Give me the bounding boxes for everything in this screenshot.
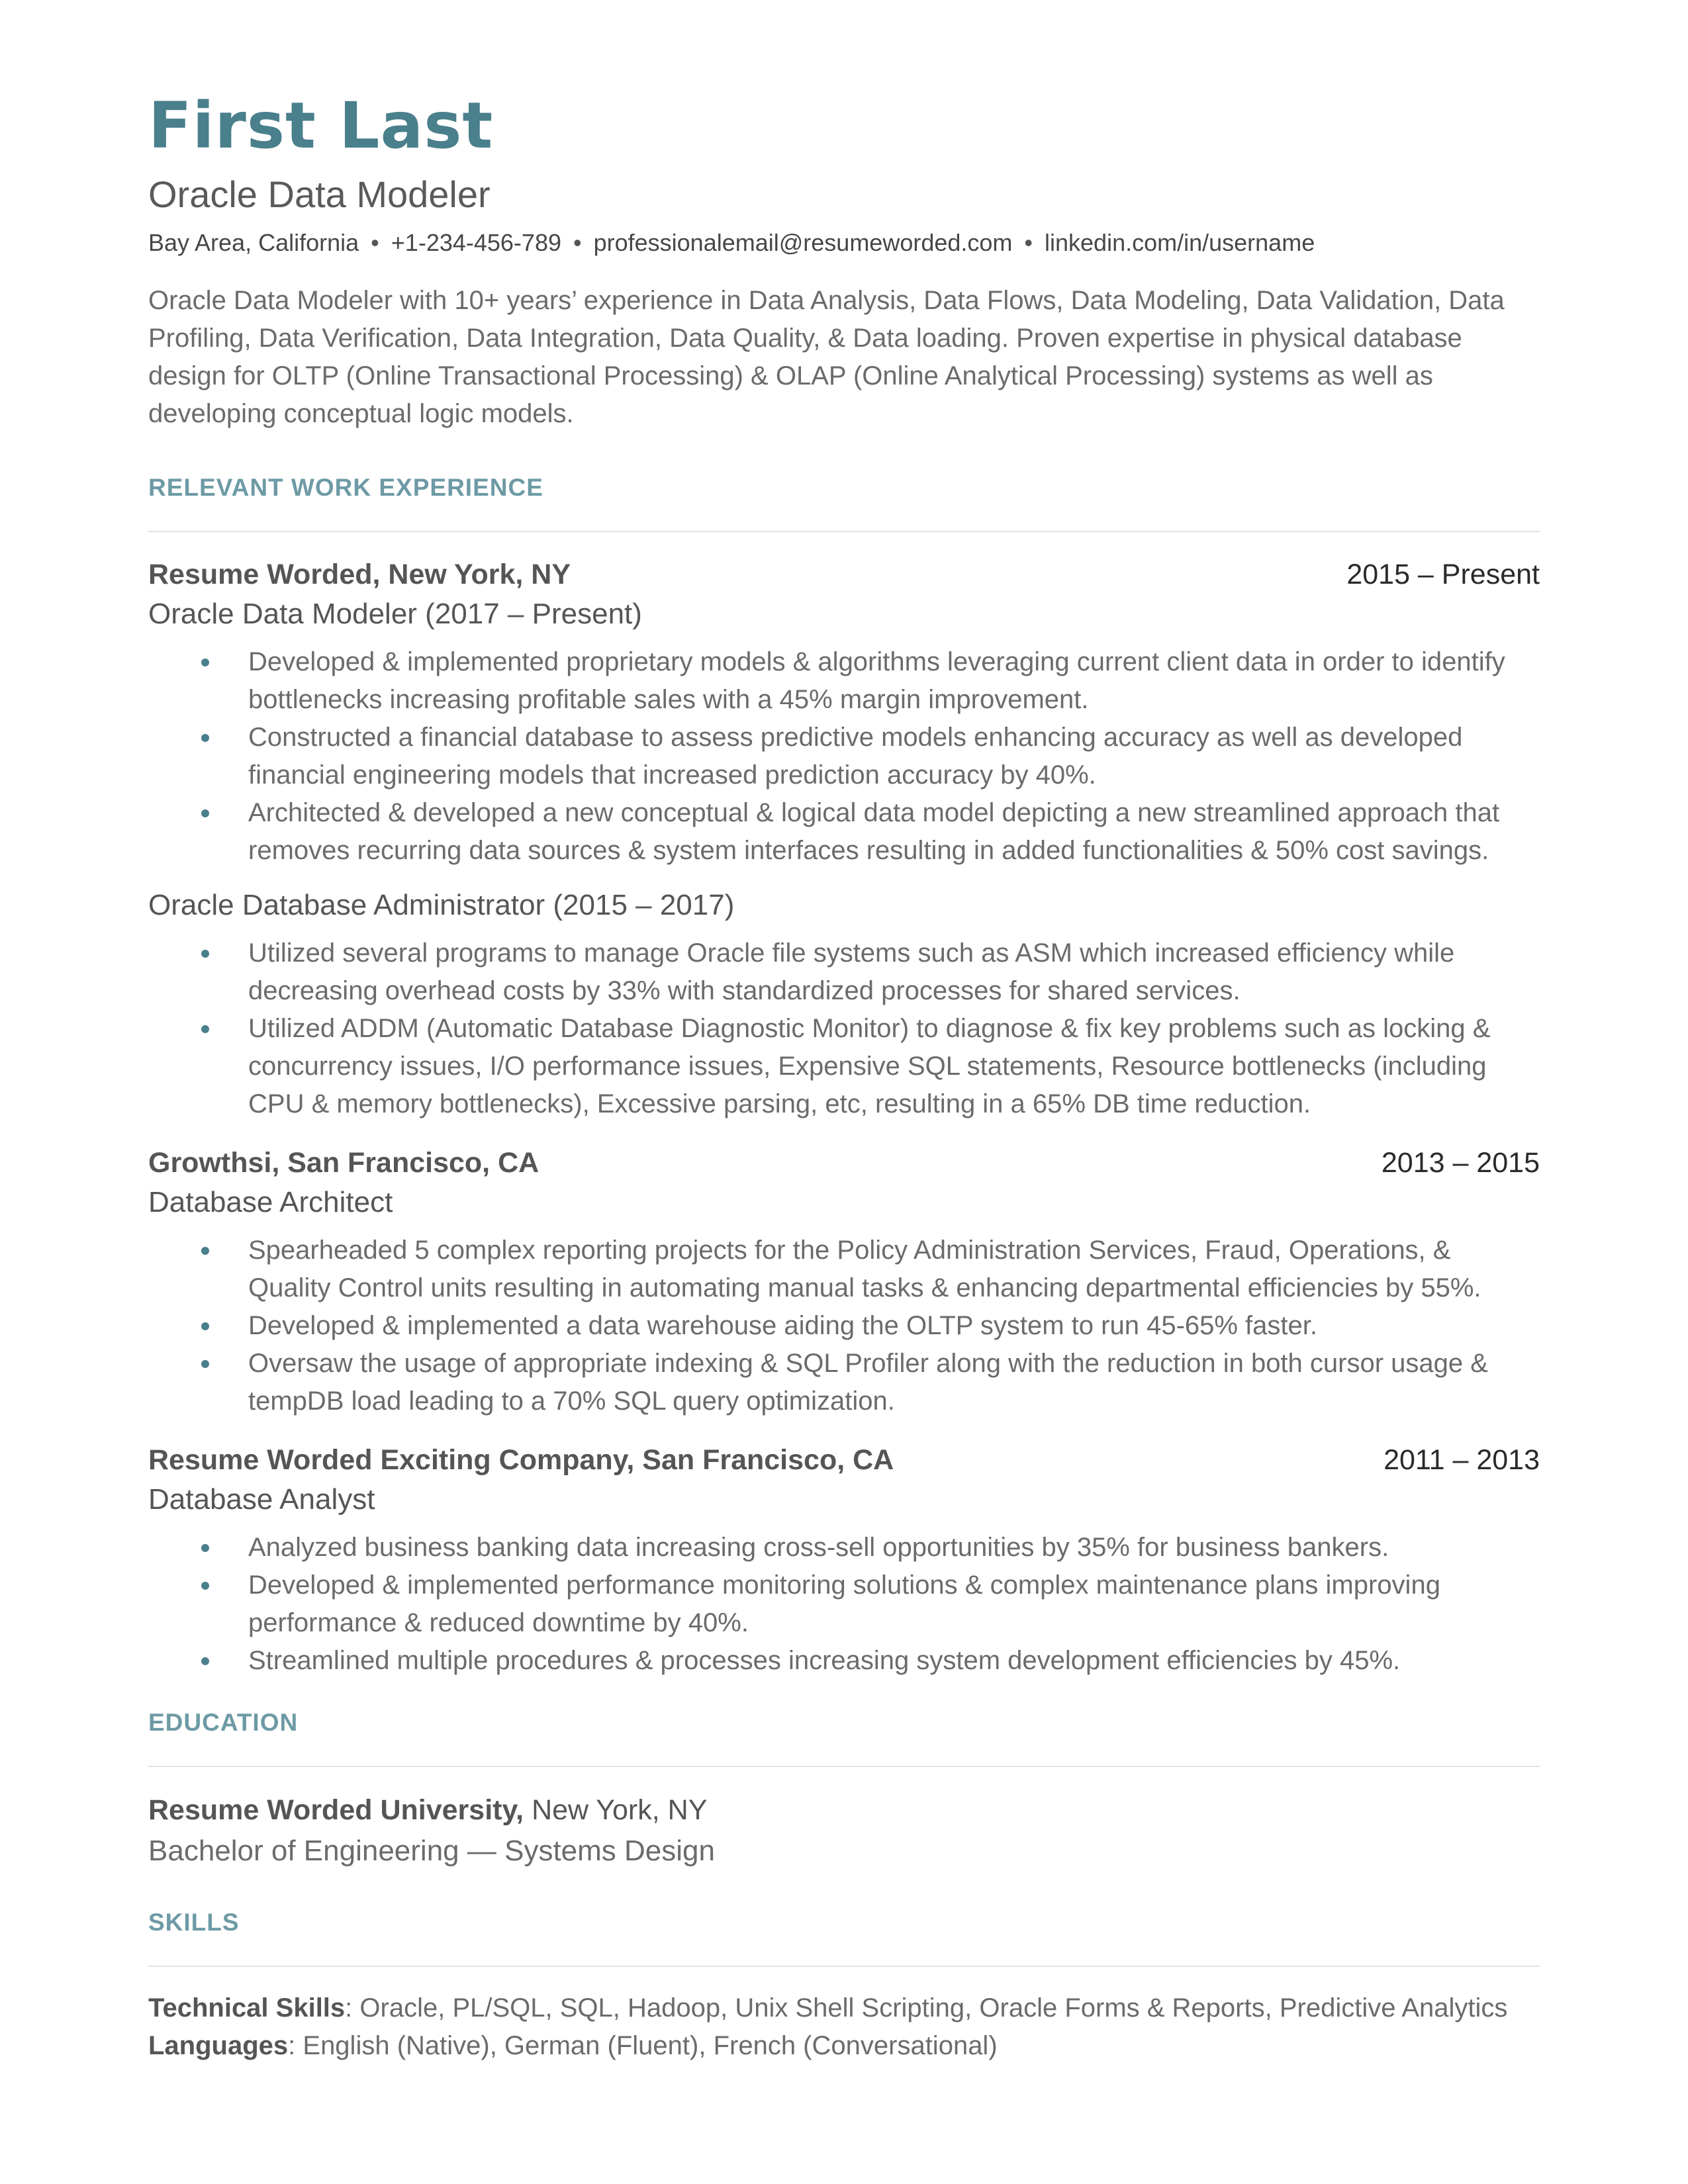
- job-dates: 2011 – 2013: [1383, 1444, 1540, 1476]
- job-role: Database Analyst: [148, 1483, 375, 1516]
- section-heading-skills: SKILLS: [148, 1909, 240, 1936]
- education-location: New York, NY: [524, 1794, 708, 1826]
- bullet-item: [148, 1567, 1540, 1642]
- job-entry: [148, 1440, 1540, 1680]
- bullet-item: [148, 794, 1540, 870]
- bullet-text: Developed & implemented performance monitoring solutions & complex maintenance plans improving performance & reduced downtime by 40%.: [248, 1570, 1440, 1637]
- contact-separator: •: [1024, 229, 1033, 256]
- education-degree: Bachelor of Engineering — Systems Design: [148, 1835, 715, 1867]
- contact-phone: +1-234-456-789: [391, 229, 561, 256]
- skills-technical-label: Technical Skills: [148, 1993, 346, 2023]
- skills-languages-value: : English (Native), German (Fluent), French (Conversational): [288, 2031, 998, 2060]
- contact-email[interactable]: professionalemail@resumeworded.com: [593, 229, 1013, 256]
- bullet-text: Utilized ADDM (Automatic Database Diagnostic Monitor) to diagnose & fix key problems such as locking & concurrency issues, I/O performance issues, Expensive SQL statements, Resource bottlenecks (including CPU & memory bottlenecks), Excessive parsing, etc, resulting in a 65% DB time reduction.: [248, 1014, 1491, 1118]
- bullet-item: [148, 1529, 1540, 1567]
- bullet-icon: [201, 1322, 209, 1330]
- job-dates: 2013 – 2015: [1381, 1147, 1540, 1179]
- skills-languages-label: Languages: [148, 2031, 289, 2060]
- bullet-icon: [201, 1544, 209, 1552]
- bullet-list: [148, 643, 1540, 870]
- bullet-text: Architected & developed a new conceptual & logical data model depicting a new streamlined approach that removes recurring data sources & system interfaces resulting in added functionalities & 50% cost savings.: [248, 798, 1500, 865]
- bullet-item: [148, 643, 1540, 719]
- section-divider: [148, 1966, 1540, 1967]
- contact-separator: •: [371, 229, 379, 256]
- job-role: Oracle Database Administrator (2015 – 2017): [148, 889, 735, 921]
- bullet-text: Developed & implemented a data warehouse aiding the OLTP system to run 45-65% faster.: [248, 1311, 1317, 1340]
- job-company: Resume Worded, New York, NY: [148, 559, 571, 590]
- contact-linkedin[interactable]: linkedin.com/in/username: [1045, 229, 1315, 256]
- bullet-item: [148, 1010, 1540, 1123]
- bullet-item: [148, 1345, 1540, 1420]
- job-role: Oracle Data Modeler (2017 – Present): [148, 598, 642, 630]
- bullet-icon: [201, 1657, 209, 1665]
- bullet-icon: [201, 1360, 209, 1368]
- bullet-item: [148, 1307, 1540, 1345]
- skills-languages: [148, 2027, 1540, 2065]
- bullet-list: [148, 1529, 1540, 1680]
- job-dates: 2015 – Present: [1346, 559, 1540, 590]
- bullet-item: [148, 1642, 1540, 1680]
- contact-line: [148, 226, 1540, 259]
- section-divider: [148, 1766, 1540, 1767]
- bullet-text: Analyzed business banking data increasing cross-sell opportunities by 35% for business bankers.: [248, 1533, 1389, 1562]
- education-school: Resume Worded University,: [148, 1794, 524, 1826]
- skills-technical-value: : Oracle, PL/SQL, SQL, Hadoop, Unix Shell Scripting, Oracle Forms & Reports, Predictive Analytics: [345, 1993, 1508, 2023]
- bullet-icon: [201, 1247, 209, 1255]
- bullet-icon: [201, 950, 209, 958]
- summary-paragraph: Oracle Data Modeler with 10+ years’ experience in Data Analysis, Data Flows, Data Modeling, Data Validation, Data Profiling, Data Verification, Data Integration, Data Quality, & Data loading. Proven expertise in physical database design for OLTP (Online Transactional Processing) & OLAP (Online Analytical Processing) systems as well as developing conceptual logic models.: [148, 286, 1505, 428]
- bullet-icon: [201, 659, 209, 666]
- education-school-line: [148, 1790, 1540, 1831]
- bullet-text: Streamlined multiple procedures & processes increasing system development efficiencies by 45%.: [248, 1646, 1401, 1675]
- job-header: [148, 1440, 1540, 1480]
- bullet-text: Constructed a financial database to assess predictive models enhancing accuracy as well as developed financial engineering models that increased prediction accuracy by 40%.: [248, 723, 1463, 790]
- bullet-item: [148, 1232, 1540, 1307]
- section-divider: [148, 531, 1540, 532]
- bullet-text: Oversaw the usage of appropriate indexing & SQL Profiler along with the reduction in both cursor usage & tempDB load leading to a 70% SQL query optimization.: [248, 1349, 1488, 1416]
- bullet-text: Utilized several programs to manage Oracle file systems such as ASM which increased efficiency while decreasing overhead costs by 33% with standardized processes for shared services.: [248, 938, 1455, 1005]
- resume-page: [148, 86, 1540, 2065]
- bullet-icon: [201, 1582, 209, 1590]
- candidate-name: First Last: [148, 89, 494, 163]
- bullet-item: [148, 719, 1540, 794]
- candidate-title: Oracle Data Modeler: [148, 173, 491, 215]
- bullet-list: [148, 1232, 1540, 1420]
- bullet-icon: [201, 734, 209, 742]
- bullet-icon: [201, 809, 209, 817]
- job-role: Database Architect: [148, 1186, 393, 1218]
- contact-separator: •: [573, 229, 582, 256]
- bullet-text: Developed & implemented proprietary models & algorithms leveraging current client data in order to identify bottlenecks increasing profitable sales with a 45% margin improvement.: [248, 647, 1505, 714]
- bullet-icon: [201, 1025, 209, 1033]
- bullet-item: [148, 934, 1540, 1010]
- job-header: [148, 555, 1540, 594]
- job-company: Growthsi, San Francisco, CA: [148, 1147, 539, 1179]
- bullet-list: [148, 934, 1540, 1123]
- job-entry: [148, 1143, 1540, 1420]
- job-company: Resume Worded Exciting Company, San Francisco, CA: [148, 1444, 894, 1476]
- section-heading-experience: RELEVANT WORK EXPERIENCE: [148, 474, 543, 501]
- bullet-text: Spearheaded 5 complex reporting projects for the Policy Administration Services, Fraud, Operations, & Quality Control units resulting in automating manual tasks & enhancing departmental efficiencies by 55%.: [248, 1236, 1481, 1302]
- contact-location: Bay Area, California: [148, 229, 359, 256]
- section-heading-education: EDUCATION: [148, 1709, 299, 1736]
- job-entry: [148, 555, 1540, 1123]
- job-header: [148, 1143, 1540, 1183]
- skills-technical: [148, 1989, 1540, 2027]
